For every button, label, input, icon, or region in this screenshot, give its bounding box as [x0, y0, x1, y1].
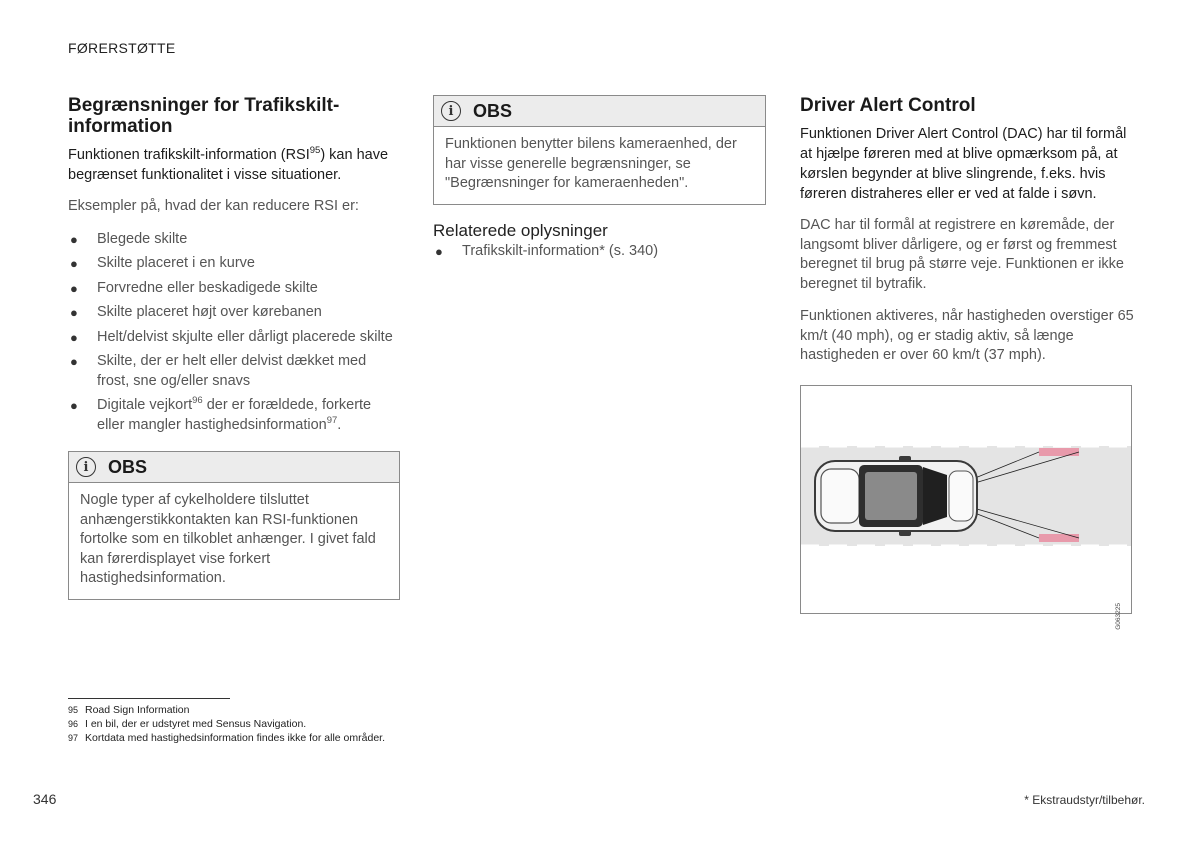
accessory-note: * Ekstraudstyr/tilbehør.: [1024, 793, 1145, 807]
list-item: [68, 328, 400, 348]
section-header: FØRERSTØTTE: [68, 40, 176, 56]
footnotes: [68, 703, 385, 745]
bullet-icon: ●: [70, 329, 78, 345]
note-box-bike-carrier: [68, 451, 400, 600]
dac-title: Driver Alert Control: [800, 95, 976, 116]
list-item: [68, 230, 400, 250]
car-on-road-illustration: [801, 386, 1131, 613]
dac-lead: Funktionen Driver Alert Control (DAC) har til formål at hjælpe føreren med at blive opmærksom på, at kørslen begynder at blive slingrende, f.eks. hvis føreren distraheres eller er ved at falde i søvn.: [800, 126, 1127, 202]
rsi-intro: [68, 145, 400, 185]
list-item-text: Forvredne eller beskadigede skilte: [97, 279, 318, 296]
list-item-text: .: [337, 416, 342, 433]
info-icon: i: [441, 101, 461, 121]
bullet-icon: ●: [70, 305, 78, 320]
list-item-text: Digitale vejkort: [97, 397, 193, 413]
page-number: 346: [33, 791, 57, 807]
lane-marker-bottom: [1039, 534, 1079, 542]
rsi-limitations-title: Begrænsninger for Trafikskilt-information: [68, 95, 340, 137]
note-header: [69, 452, 399, 483]
note-box-camera: [433, 95, 766, 205]
column-rsi-limitations: [68, 95, 400, 600]
footnote-number: 97: [68, 733, 79, 743]
bullet-icon: ●: [435, 243, 443, 259]
list-item: [68, 254, 400, 274]
rsi-intro-before: Funktionen trafikskilt-information (RSI: [68, 147, 310, 163]
list-item-text: Skilte placeret i en kurve: [97, 255, 255, 271]
related-info-title: Relaterede oplysninger: [433, 220, 608, 240]
list-item: [68, 352, 400, 391]
dac-paragraph-1: DAC har til formål at registrere en køremåde, der langsomt bliver dårligere, og er først og fremmest beregnet til brug på større veje. Funktionen er ikke beregnet til bytrafik.: [800, 217, 1124, 292]
dac-illustration: [800, 385, 1132, 630]
footnote-ref-95[interactable]: 95: [309, 145, 321, 157]
footnote-text: Kortdata med hastighedsinformation findes ikke for alle områder.: [85, 732, 385, 744]
related-link[interactable]: [433, 242, 766, 261]
bullet-icon: ●: [70, 231, 78, 247]
related-info-list: [433, 242, 766, 261]
footnote-ref-97[interactable]: 97: [326, 414, 338, 426]
column-driver-alert: [800, 95, 1134, 379]
footnote-ref-96[interactable]: 96: [192, 395, 203, 407]
bullet-icon: ●: [70, 280, 78, 296]
column-camera-note: [433, 95, 766, 261]
note-title: OBS: [473, 100, 513, 121]
footnote-divider: [68, 698, 230, 699]
list-item: [68, 303, 400, 323]
related-link-text[interactable]: Trafikskilt-information* (s. 340): [462, 242, 659, 259]
dac-paragraph-2: Funktionen aktiveres, når hastigheden overstiger 65 km/t (40 mph), og er stadig aktiv, så længe hastigheden er over 60 km/t (37 mph).: [800, 308, 1134, 363]
examples-list: [68, 230, 400, 436]
bullet-icon: ●: [70, 256, 78, 271]
note-text: Nogle typer af cykelholdere tilsluttet anhængerstikkontakten kan RSI-funktionen fortolke som en tilkoblet anhænger. I givet fald kan førerdisplayet vise forkert hastighedsinformation.: [80, 492, 376, 586]
footnote-text: Road Sign Information: [85, 704, 190, 716]
footnote: [68, 731, 385, 745]
lane-marker-top: [1039, 448, 1079, 456]
figure-code: G063225: [1115, 603, 1122, 630]
bullet-icon: ●: [70, 398, 78, 413]
footnote-text: I en bil, der er udstyret med Sensus Navigation.: [85, 718, 307, 730]
footnote-number: 95: [68, 705, 79, 715]
info-icon: i: [76, 457, 96, 477]
note-text: Funktionen benytter bilens kameraenhed, der har visse generelle begrænsninger, se "Begrænsninger for kameraenheden".: [445, 136, 737, 191]
note-title: OBS: [108, 456, 148, 477]
list-item-text: Helt/delvist skjulte eller dårligt placerede skilte: [97, 328, 393, 345]
footnote: [68, 703, 385, 717]
rsi-intro-after: ) kan have begrænset funktionalitet i visse situationer.: [68, 147, 389, 183]
list-item-text: Skilte, der er helt eller delvist dækket med frost, sne og/eller snavs: [97, 353, 367, 389]
list-item: [68, 396, 400, 435]
footnote-number: 96: [68, 719, 79, 729]
footnote: [68, 717, 385, 731]
list-item-text: Blegede skilte: [97, 230, 188, 247]
examples-intro: Eksempler på, hvad der kan reducere RSI er:: [68, 198, 359, 214]
list-item: [68, 279, 400, 299]
list-item-text: Skilte placeret højt over kørebanen: [97, 304, 322, 320]
note-header: [434, 96, 765, 127]
bullet-icon: ●: [70, 354, 78, 369]
car-top-view: [815, 456, 977, 536]
list-item-text: der er forældede, forkerte eller mangler hastighedsinformation: [97, 397, 372, 433]
